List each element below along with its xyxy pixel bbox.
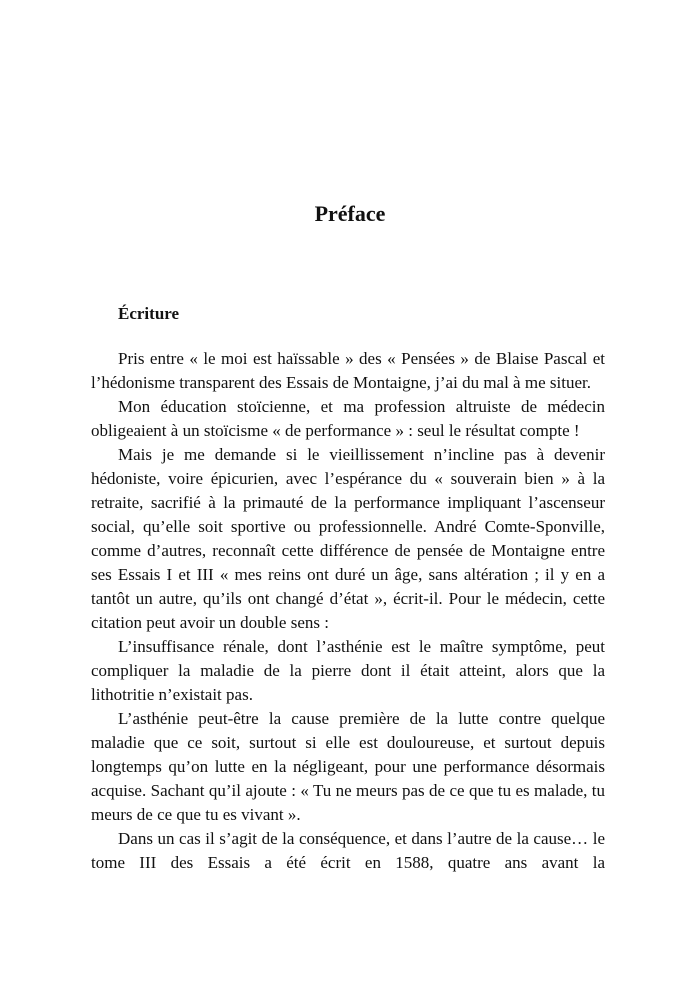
section-heading: Écriture (118, 304, 180, 323)
paragraph: L’insuffisance rénale, dont l’asthénie est le maître symptôme, peut compliquer la maladie de la pierre dont il était atteint, alors que la lithotritie n’existait pas. (91, 637, 605, 704)
paragraph: Mais je me demande si le vieillissement n’incline pas à devenir hédoniste, voire épicurien, avec l’espérance du « souverain bien » à la retraite, sacrifié à la primauté de la performance impliquant l’ascenseur social, qu’elle soit sportive ou professionnelle. André Comte-Sponville, comme d’autres, reconnaît cette différence de pensée de Montaigne entre ses Essais I et III « mes reins ont duré un âge, sans altération ; il y en a tantôt un autre, qu’ils ont changé d’état », écrit-il. Pour le médecin, cette citation peut avoir un double sens : (91, 445, 605, 632)
paragraph: L’asthénie peut-être la cause première de la lutte contre quelque maladie que ce soit, surtout si elle est douloureuse, et surtout depuis longtemps qu’on lutte en la négligeant, pour une performance désormais acquise. Sachant qu’il ajoute : « Tu ne meurs pas de ce que tu es malade, tu meurs de ce que tu es vivant ». (91, 709, 605, 824)
page-title: Préface (314, 201, 386, 226)
section-body (91, 347, 605, 875)
paragraph: Mon éducation stoïcienne, et ma profession altruiste de médecin obligeaient à un stoïcisme « de performance » : seul le résultat compte ! (91, 397, 605, 440)
paragraph: Pris entre « le moi est haïssable » des « Pensées » de Blaise Pascal et l’hédonisme transparent des Essais de Montaigne, j’ai du mal à me situer. (91, 349, 605, 392)
paragraph-continued: Dans un cas il s’agit de la conséquence, et dans l’autre de la cause… le tome III des Essais a été écrit en 1588, quatre ans avant la (91, 829, 605, 872)
